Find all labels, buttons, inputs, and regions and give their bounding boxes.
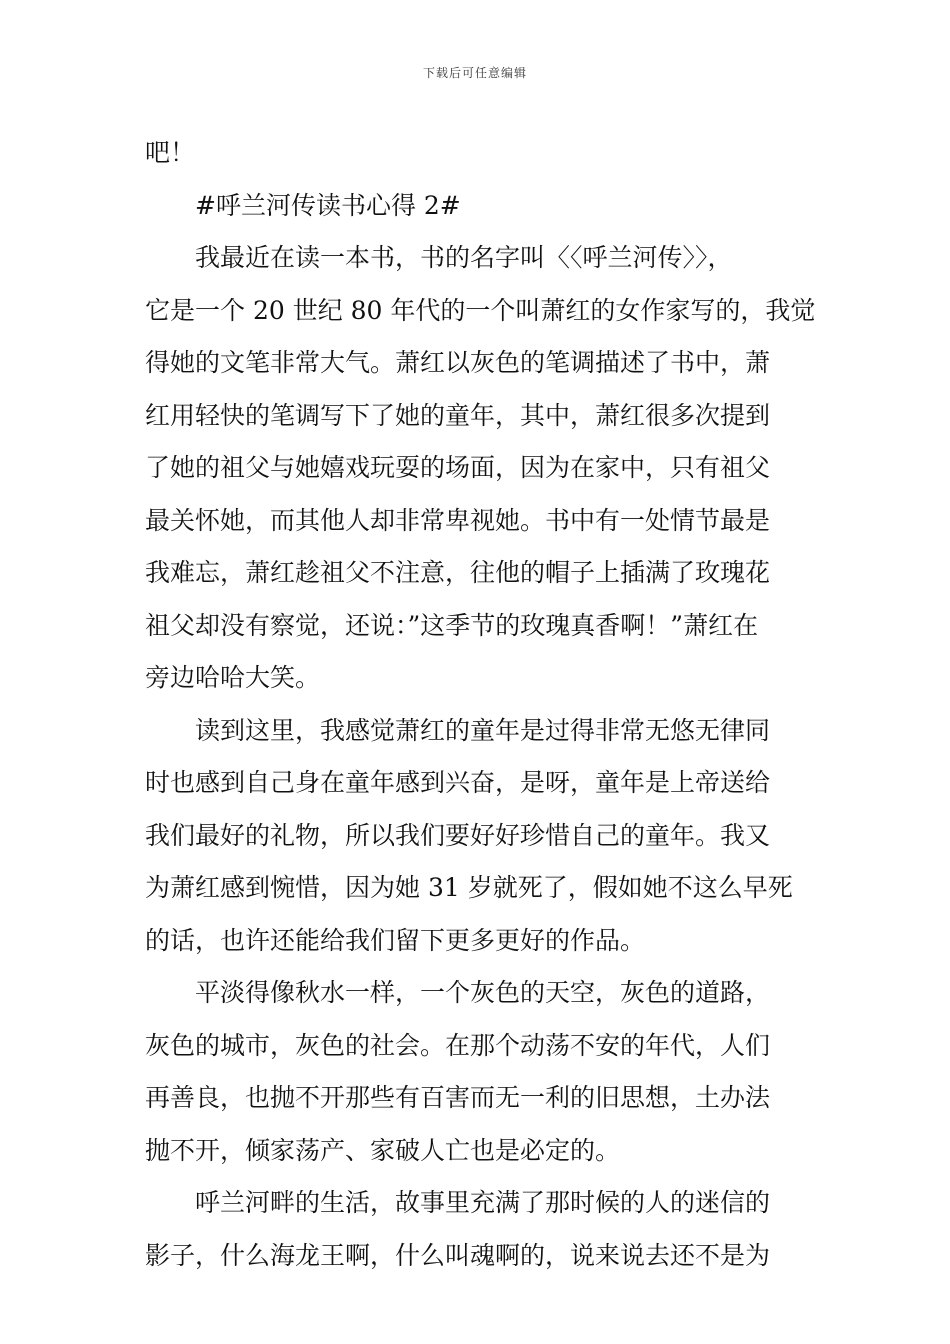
text-line: 读到这里，我感觉萧红的童年是过得非常无悠无律同 [195,715,771,745]
text-line: 我最近在读一本书，书的名字叫〈〈呼兰河传〉〉， [195,243,733,272]
text-line: 了她的祖父与她嬉戏玩耍的场面，因为在家中，只有祖父 [145,453,771,482]
document-body [145,127,816,1282]
text-line: 为萧红感到惋惜，因为她 31 岁就死了，假如她不这么早死 [145,873,793,902]
text-line: 呼兰河畔的生活，故事里充满了那时候的人的迷信的 [195,1188,771,1217]
text-line: #呼兰河传读书心得 2# [195,190,461,220]
page-header: 下载后可任意编辑 [422,66,527,80]
text-line: 得她的文笔非常大气。萧红以灰色的笔调描述了书中，萧 [145,348,771,377]
text-line: 的话，也许还能给我们留下更多更好的作品。 [145,925,646,955]
text-line: 祖父却没有察觉，还说：”这季节的玫瑰真香啊！”萧红在 [145,610,759,640]
text-line: 红用轻快的笔调写下了她的童年，其中，萧红很多次提到 [145,400,771,430]
text-line: 吧！ [145,138,196,167]
text-line: 时也感到自己身在童年感到兴奋，是呀，童年是上帝送给 [145,768,771,797]
text-line: 旁边哈哈大笑。 [145,663,321,692]
text-line: 灰色的城市，灰色的社会。在那个动荡不安的年代，人们 [145,1030,771,1060]
text-line: 最关怀她，而其他人却非常卑视她。书中有一处情节最是 [145,505,771,535]
text-line: 影子，什么海龙王啊，什么叫魂啊的，说来说去还不是为 [145,1240,771,1270]
text-line: 抛不开，倾家荡产、家破人亡也是必定的。 [145,1135,621,1165]
text-line: 我们最好的礼物，所以我们要好好珍惜自己的童年。我又 [145,820,771,850]
text-line: 我难忘，萧红趁祖父不注意，往他的帽子上插满了玫瑰花 [145,558,771,587]
text-line: 再善良，也抛不开那些有百害而无一利的旧思想，土办法 [145,1083,771,1112]
text-line: 它是一个 20 世纪 80 年代的一个叫萧红的女作家写的，我觉 [145,295,816,325]
text-line: 平淡得像秋水一样，一个灰色的天空，灰色的道路， [195,978,771,1007]
